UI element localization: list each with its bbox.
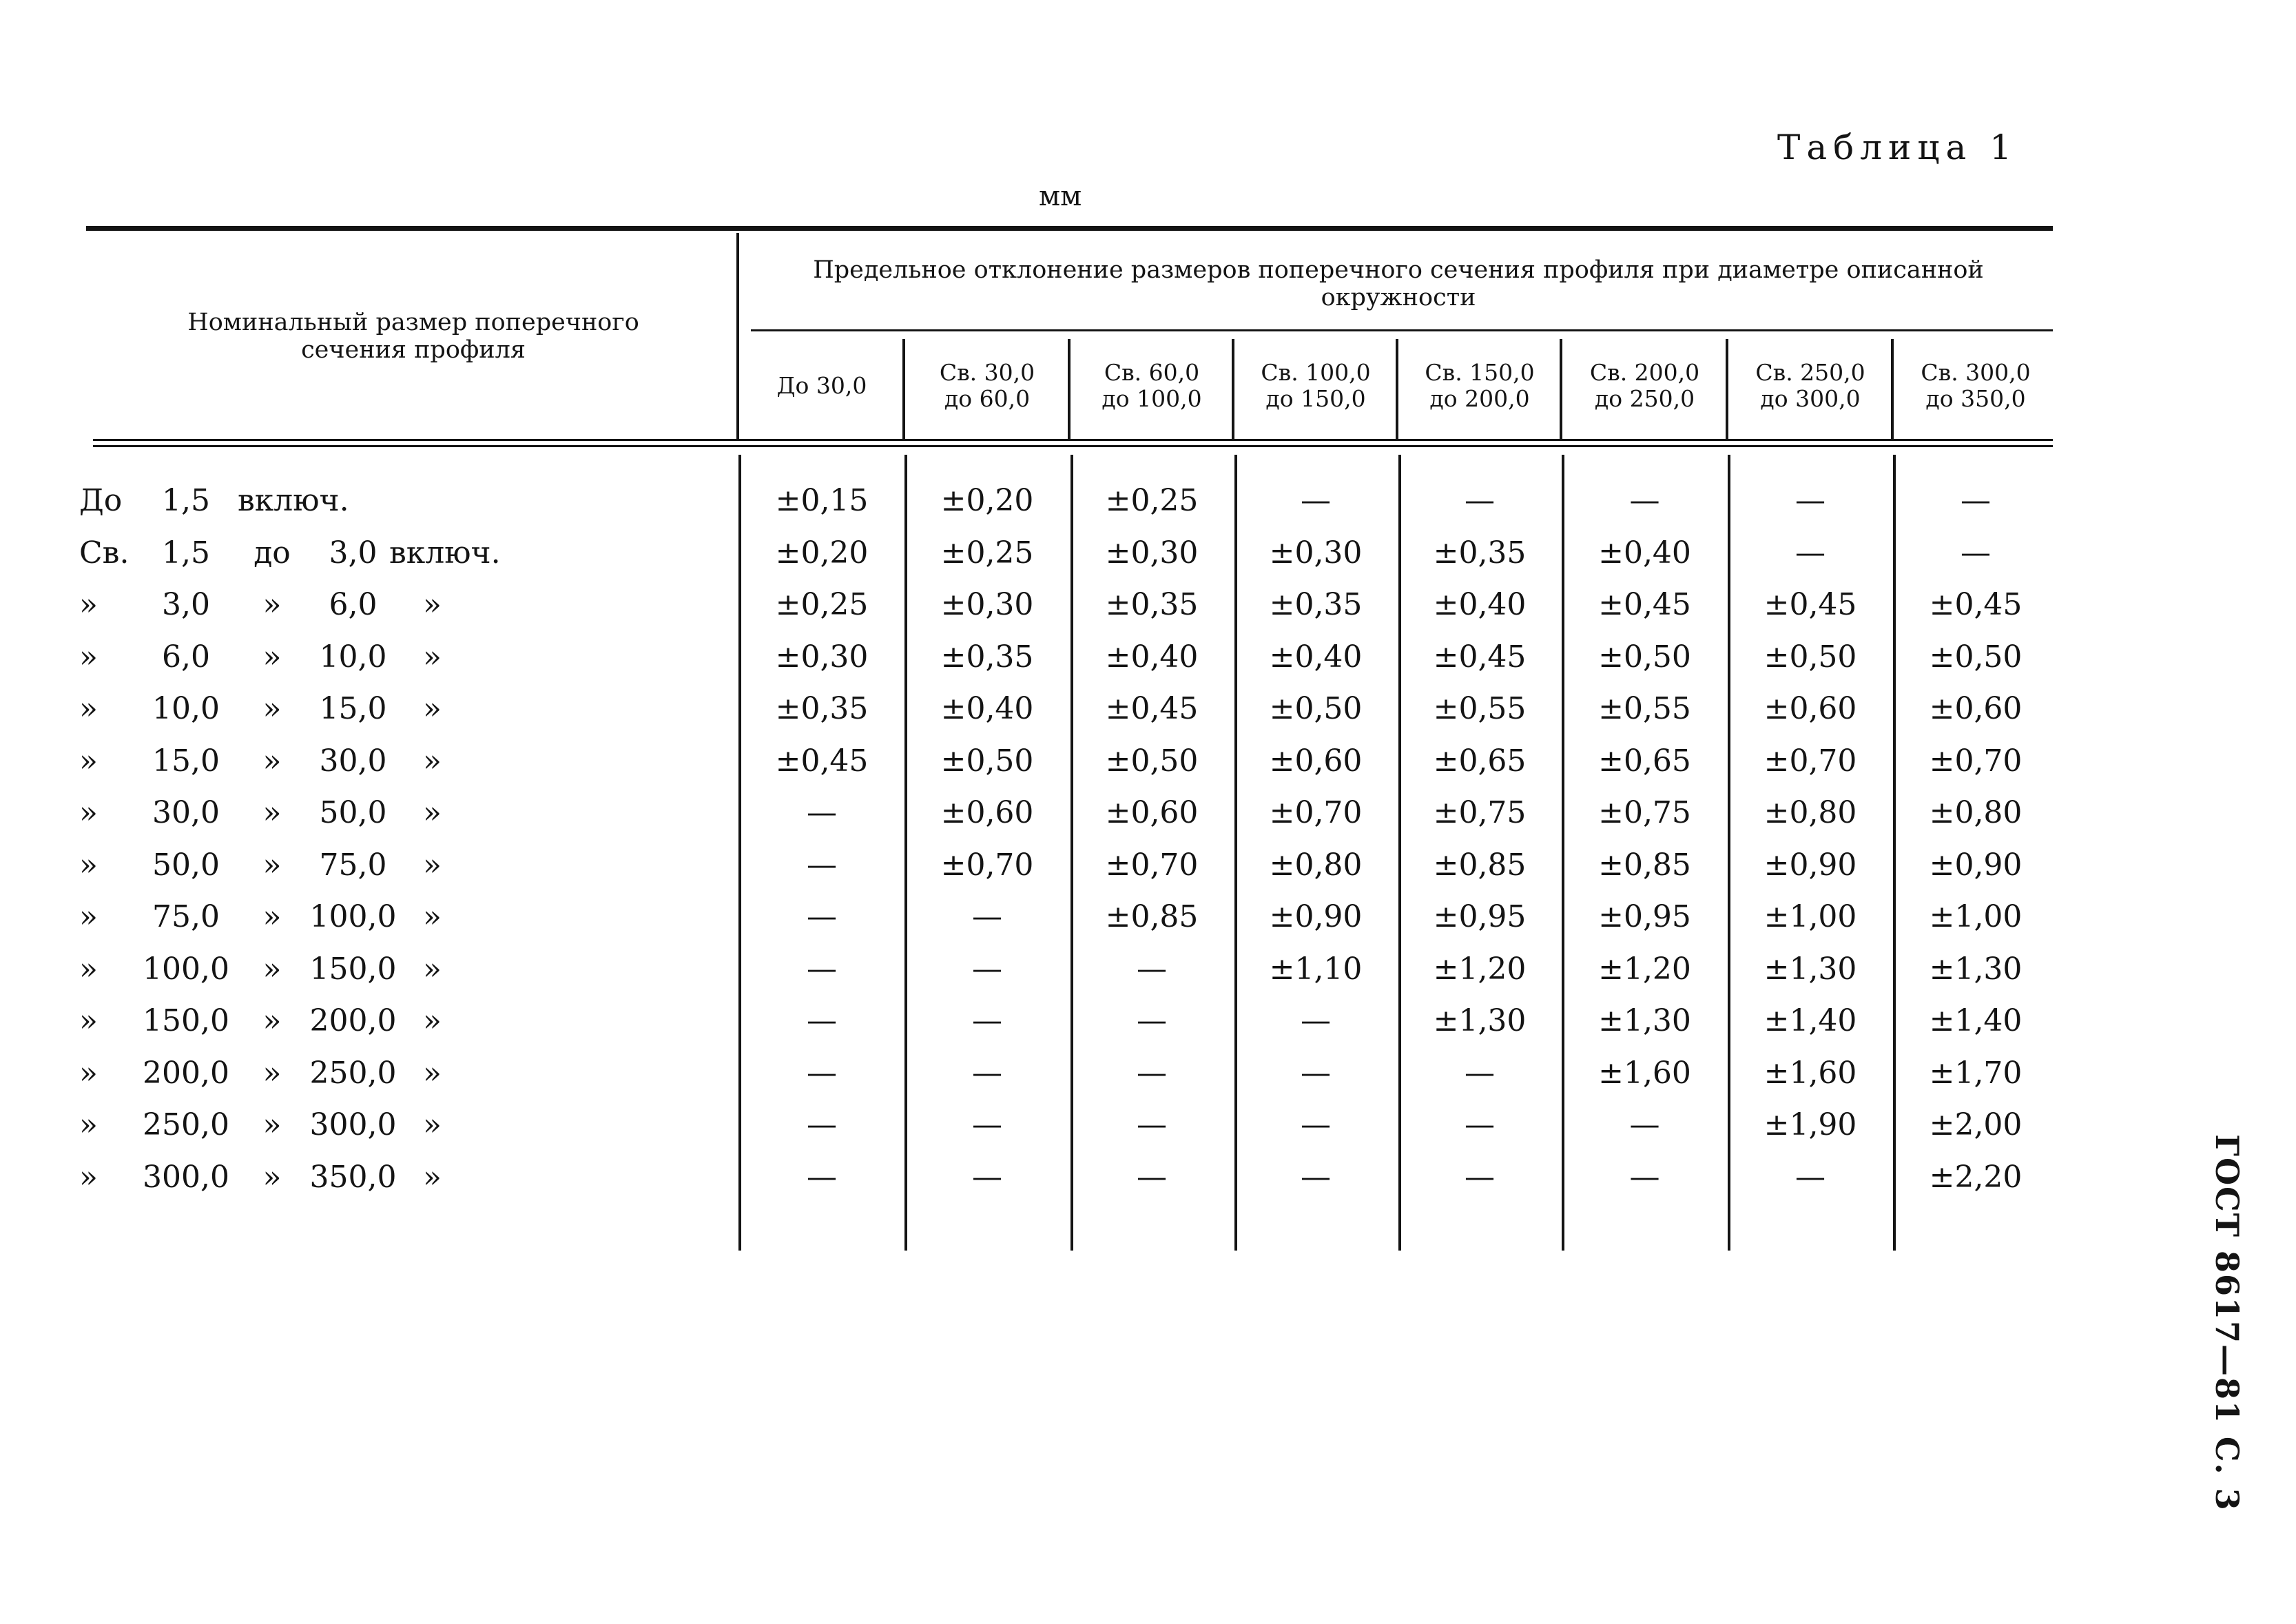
deviation-cell: ±0,90 xyxy=(1929,847,2023,883)
units-label: мм xyxy=(1039,181,1082,212)
nominal-size-part-c: » xyxy=(262,795,282,830)
deviation-cell: ±0,80 xyxy=(1269,847,1363,883)
gost-page-reference: ГОСТ 8617—81 С. 3 xyxy=(2209,1134,2246,1512)
nominal-size-part-b: 300,0 xyxy=(143,1159,229,1195)
deviation-cell: ±0,25 xyxy=(1105,483,1199,518)
deviation-cell: ±0,20 xyxy=(940,483,1034,518)
deviation-cell: ±0,20 xyxy=(775,535,869,571)
column-header-6 xyxy=(1564,341,1726,431)
deviation-cell: ±0,70 xyxy=(1929,743,2023,779)
column-header-line2: до 300,0 xyxy=(1760,385,1861,412)
nominal-size-part-a: » xyxy=(79,1003,98,1038)
nominal-size-part-a: » xyxy=(79,639,98,675)
table-vline-4 xyxy=(1396,339,1398,440)
deviation-cell: ±0,75 xyxy=(1598,795,1691,830)
nominal-size-part-b: 100,0 xyxy=(143,951,229,987)
deviation-cell: — xyxy=(972,1055,1002,1091)
deviation-cell: — xyxy=(1301,1003,1331,1038)
nominal-size-part-e: » xyxy=(423,847,442,883)
deviation-cell: ±0,35 xyxy=(1105,587,1199,622)
deviation-cell: — xyxy=(807,847,837,883)
nominal-size-part-a: До xyxy=(79,483,123,518)
group-header-rule xyxy=(751,329,2053,331)
deviation-cell: ±0,25 xyxy=(940,535,1034,571)
deviation-cell: — xyxy=(807,795,837,830)
nominal-size-part-b: 250,0 xyxy=(143,1107,229,1142)
table-row xyxy=(0,632,2067,683)
deviation-cell: — xyxy=(1795,483,1826,518)
deviation-cell: ±0,50 xyxy=(940,743,1034,779)
deviation-cell: ±0,85 xyxy=(1105,899,1199,934)
column-header-line1: До 30,0 xyxy=(776,372,867,399)
column-header-line1: Св. 60,0 xyxy=(1104,359,1200,386)
deviation-cell: — xyxy=(807,899,837,934)
nominal-size-part-b: 50,0 xyxy=(152,847,220,883)
deviation-cell: ±0,90 xyxy=(1269,899,1363,934)
deviation-cell: ±1,90 xyxy=(1764,1107,1857,1142)
deviation-cell: — xyxy=(1301,1159,1331,1195)
table-row xyxy=(0,1048,2067,1099)
nominal-size-part-b: 1,5 xyxy=(162,483,210,518)
table-row xyxy=(0,944,2067,995)
deviation-cell: ±0,35 xyxy=(775,691,869,726)
deviation-cell: ±0,60 xyxy=(1269,743,1363,779)
deviation-cell: — xyxy=(807,951,837,987)
nominal-size-part-e: » xyxy=(423,587,442,622)
nominal-size-part-d: 50,0 xyxy=(319,795,387,830)
nominal-size-part-c: » xyxy=(262,899,282,934)
column-header-2 xyxy=(907,341,1068,431)
deviation-cell: ±0,40 xyxy=(1433,587,1527,622)
nominal-size-part-a: » xyxy=(79,1055,98,1091)
deviation-cell: ±0,65 xyxy=(1433,743,1527,779)
table-row xyxy=(0,840,2067,891)
nominal-size-part-a: » xyxy=(79,691,98,726)
nominal-size-part-d: 300,0 xyxy=(309,1107,397,1142)
deviation-cell: ±1,00 xyxy=(1764,899,1857,934)
column-header-5 xyxy=(1400,341,1560,431)
nominal-size-part-c: » xyxy=(262,847,282,883)
deviation-cell: ±0,95 xyxy=(1433,899,1527,934)
column-header-7 xyxy=(1730,341,1891,431)
nominal-size-part-e: » xyxy=(423,1107,442,1142)
deviation-cell: — xyxy=(972,1003,1002,1038)
table-row xyxy=(0,996,2067,1047)
deviation-cell: ±0,35 xyxy=(1269,587,1363,622)
column-header-4 xyxy=(1236,341,1396,431)
table-row xyxy=(0,892,2067,943)
nominal-size-part-d: 75,0 xyxy=(319,847,387,883)
nominal-size-part-b: 10,0 xyxy=(152,691,220,726)
deviation-cell: — xyxy=(972,899,1002,934)
nominal-size-part-b: 15,0 xyxy=(152,743,220,779)
deviation-cell: ±0,70 xyxy=(1269,795,1363,830)
deviation-cell: ±0,45 xyxy=(1929,587,2023,622)
header-bottom-rule-2 xyxy=(93,445,2053,447)
deviation-cell: ±0,50 xyxy=(1269,691,1363,726)
deviation-cell: ±0,50 xyxy=(1598,639,1691,675)
deviation-cell: ±0,70 xyxy=(1764,743,1857,779)
nominal-size-part-e: » xyxy=(423,639,442,675)
nominal-size-part-e: » xyxy=(423,899,442,934)
deviation-cell: ±0,35 xyxy=(940,639,1034,675)
nominal-size-part-c: » xyxy=(262,951,282,987)
column-header-line1: Св. 200,0 xyxy=(1589,359,1700,386)
deviation-cell: ±0,85 xyxy=(1433,847,1527,883)
deviation-cell: — xyxy=(807,1055,837,1091)
nominal-size-part-e: » xyxy=(423,743,442,779)
deviation-cell: ±1,30 xyxy=(1433,1003,1527,1038)
nominal-size-part-c: » xyxy=(262,1055,282,1091)
column-header-3 xyxy=(1072,341,1232,431)
deviation-cell: ±0,50 xyxy=(1764,639,1857,675)
deviation-cell: — xyxy=(807,1107,837,1142)
deviation-cell: — xyxy=(1465,1055,1495,1091)
deviation-cell: — xyxy=(807,1159,837,1195)
nominal-size-part-e: » xyxy=(423,1003,442,1038)
nominal-size-part-c: включ. xyxy=(238,483,349,518)
nominal-size-part-c: » xyxy=(262,1159,282,1195)
nominal-size-part-d: 15,0 xyxy=(319,691,387,726)
nominal-size-part-c: » xyxy=(262,743,282,779)
deviation-cell: — xyxy=(1137,951,1167,987)
nominal-size-part-d: 3,0 xyxy=(329,535,378,571)
column-header-1 xyxy=(741,341,902,431)
table-row xyxy=(0,475,2067,526)
deviation-cell: — xyxy=(1961,483,1991,518)
deviation-cell: ±1,60 xyxy=(1598,1055,1691,1091)
nominal-size-part-c: » xyxy=(262,1107,282,1142)
table-row xyxy=(0,683,2067,734)
column-header-line2: до 150,0 xyxy=(1265,385,1366,412)
nominal-size-part-b: 150,0 xyxy=(143,1003,229,1038)
table-vline-3 xyxy=(1232,339,1234,440)
nominal-size-part-a: » xyxy=(79,795,98,830)
deviation-cell: ±0,65 xyxy=(1598,743,1691,779)
deviation-cell: ±0,60 xyxy=(1929,691,2023,726)
table-vline-2 xyxy=(1068,339,1071,440)
nominal-size-part-b: 30,0 xyxy=(152,795,220,830)
nominal-size-part-d: 30,0 xyxy=(319,743,387,779)
deviation-cell: ±0,30 xyxy=(1105,535,1199,571)
deviation-group-header: Предельное отклонение размеров поперечного сечения профиля при диаметре описанной окружности xyxy=(813,256,1984,311)
nominal-size-part-b: 6,0 xyxy=(162,639,210,675)
table-row xyxy=(0,736,2067,787)
deviation-cell: ±1,20 xyxy=(1598,951,1691,987)
nominal-size-part-e: включ. xyxy=(389,535,501,571)
nominal-size-part-d: 250,0 xyxy=(309,1055,397,1091)
deviation-cell: — xyxy=(1301,483,1331,518)
deviation-cell: ±0,95 xyxy=(1598,899,1691,934)
column-header-line1: Св. 300,0 xyxy=(1921,359,2031,386)
deviation-cell: ±1,30 xyxy=(1598,1003,1691,1038)
deviation-cell: ±1,20 xyxy=(1433,951,1527,987)
deviation-cell: ±0,45 xyxy=(1105,691,1199,726)
nominal-size-part-a: » xyxy=(79,1159,98,1195)
deviation-cell: ±0,35 xyxy=(1433,535,1527,571)
table-vline-5 xyxy=(1560,339,1562,440)
nominal-size-part-b: 200,0 xyxy=(143,1055,229,1091)
deviation-cell: — xyxy=(1137,1055,1167,1091)
deviation-cell: ±0,40 xyxy=(940,691,1034,726)
nominal-size-part-a: » xyxy=(79,951,98,987)
table-vline-6 xyxy=(1726,339,1728,440)
column-header-line1: Св. 150,0 xyxy=(1425,359,1535,386)
column-header-line2: до 60,0 xyxy=(944,385,1031,412)
deviation-cell: ±0,55 xyxy=(1433,691,1527,726)
deviation-cell: ±0,50 xyxy=(1929,639,2023,675)
deviation-cell: — xyxy=(1137,1107,1167,1142)
column-header-line1: Св. 250,0 xyxy=(1755,359,1865,386)
nominal-size-part-b: 3,0 xyxy=(162,587,210,622)
deviation-cell: ±0,45 xyxy=(775,743,869,779)
deviation-cell: ±0,55 xyxy=(1598,691,1691,726)
deviation-cell: ±0,80 xyxy=(1929,795,2023,830)
nominal-size-part-b: 1,5 xyxy=(162,535,210,571)
nominal-size-header: Номинальный размер поперечного сечения профиля xyxy=(187,309,639,364)
nominal-size-part-a: » xyxy=(79,743,98,779)
nominal-size-part-d: 6,0 xyxy=(329,587,378,622)
nominal-size-part-c: до xyxy=(254,535,291,571)
deviation-cell: ±1,00 xyxy=(1929,899,2023,934)
deviation-cell: — xyxy=(1465,1159,1495,1195)
table-caption: Таблица 1 xyxy=(1777,127,2018,167)
deviation-cell: ±2,00 xyxy=(1929,1107,2023,1142)
deviation-cell: ±0,45 xyxy=(1598,587,1691,622)
nominal-size-part-a: » xyxy=(79,1107,98,1142)
deviation-cell: — xyxy=(1629,483,1660,518)
deviation-cell: ±0,40 xyxy=(1269,639,1363,675)
deviation-cell: — xyxy=(1629,1159,1660,1195)
deviation-cell: — xyxy=(1301,1107,1331,1142)
deviation-cell: — xyxy=(1629,1107,1660,1142)
deviation-cell: ±1,10 xyxy=(1269,951,1363,987)
deviation-cell: ±0,60 xyxy=(1764,691,1857,726)
nominal-size-part-c: » xyxy=(262,639,282,675)
deviation-cell: ±0,60 xyxy=(1105,795,1199,830)
nominal-size-part-d: 100,0 xyxy=(309,899,397,934)
deviation-cell: — xyxy=(1795,1159,1826,1195)
table-row xyxy=(0,788,2067,839)
nominal-size-part-a: Св. xyxy=(79,535,130,571)
deviation-cell: ±0,80 xyxy=(1764,795,1857,830)
deviation-cell: ±1,40 xyxy=(1929,1003,2023,1038)
deviation-cell: — xyxy=(1465,1107,1495,1142)
nominal-size-part-a: » xyxy=(79,587,98,622)
deviation-cell: ±0,30 xyxy=(940,587,1034,622)
column-header-line2: до 250,0 xyxy=(1594,385,1695,412)
deviation-cell: ±1,40 xyxy=(1764,1003,1857,1038)
table-row xyxy=(0,579,2067,630)
nominal-size-part-b: 75,0 xyxy=(152,899,220,934)
deviation-cell: ±0,40 xyxy=(1105,639,1199,675)
deviation-cell: ±0,30 xyxy=(1269,535,1363,571)
deviation-cell: — xyxy=(972,1159,1002,1195)
column-header-8 xyxy=(1895,341,2056,431)
column-header-line1: Св. 100,0 xyxy=(1261,359,1371,386)
nominal-size-part-e: » xyxy=(423,1055,442,1091)
page-side-label xyxy=(2200,1134,2255,1512)
nominal-size-part-e: » xyxy=(423,795,442,830)
deviation-cell: ±0,60 xyxy=(940,795,1034,830)
deviation-cell: — xyxy=(1961,535,1991,571)
deviation-cell: ±0,25 xyxy=(775,587,869,622)
nominal-size-part-c: » xyxy=(262,691,282,726)
table-top-rule xyxy=(86,226,2053,231)
table-row xyxy=(0,1100,2067,1151)
table-vline-0 xyxy=(736,233,739,440)
deviation-cell: ±1,30 xyxy=(1764,951,1857,987)
deviation-cell: — xyxy=(972,951,1002,987)
column-header-line2: до 200,0 xyxy=(1429,385,1530,412)
deviation-cell: ±0,90 xyxy=(1764,847,1857,883)
table-vline-1 xyxy=(902,339,905,440)
deviation-cell: ±0,45 xyxy=(1433,639,1527,675)
deviation-cell: — xyxy=(1137,1003,1167,1038)
column-header-line2: до 100,0 xyxy=(1102,385,1202,412)
deviation-cell: — xyxy=(807,1003,837,1038)
deviation-cell: ±0,75 xyxy=(1433,795,1527,830)
nominal-size-part-a: » xyxy=(79,899,98,934)
column-header-line1: Св. 30,0 xyxy=(939,359,1035,386)
table-vline-7 xyxy=(1891,339,1894,440)
nominal-size-part-e: » xyxy=(423,1159,442,1195)
deviation-cell: ±1,30 xyxy=(1929,951,2023,987)
deviation-cell: ±0,70 xyxy=(1105,847,1199,883)
nominal-size-part-c: » xyxy=(262,1003,282,1038)
deviation-cell: ±2,20 xyxy=(1929,1159,2023,1195)
nominal-size-part-d: 200,0 xyxy=(309,1003,397,1038)
deviation-cell: ±0,15 xyxy=(775,483,869,518)
deviation-cell: ±0,30 xyxy=(775,639,869,675)
deviation-cell: — xyxy=(1795,535,1826,571)
deviation-cell: — xyxy=(1137,1159,1167,1195)
deviation-cell: — xyxy=(972,1107,1002,1142)
nominal-size-part-c: » xyxy=(262,587,282,622)
nominal-size-part-d: 10,0 xyxy=(319,639,387,675)
nominal-size-part-e: » xyxy=(423,951,442,987)
header-bottom-rule-1 xyxy=(93,439,2053,441)
deviation-cell: — xyxy=(1301,1055,1331,1091)
deviation-cell: ±0,40 xyxy=(1598,535,1691,571)
deviation-cell: ±0,85 xyxy=(1598,847,1691,883)
table-row xyxy=(0,1152,2067,1203)
table-row xyxy=(0,528,2067,579)
nominal-size-part-e: » xyxy=(423,691,442,726)
deviation-cell: ±0,50 xyxy=(1105,743,1199,779)
deviation-cell: ±0,45 xyxy=(1764,587,1857,622)
nominal-size-part-d: 150,0 xyxy=(309,951,397,987)
deviation-cell: ±1,60 xyxy=(1764,1055,1857,1091)
deviation-cell: ±1,70 xyxy=(1929,1055,2023,1091)
nominal-size-part-d: 350,0 xyxy=(309,1159,397,1195)
deviation-cell: — xyxy=(1465,483,1495,518)
deviation-cell: ±0,70 xyxy=(940,847,1034,883)
nominal-size-part-a: » xyxy=(79,847,98,883)
column-header-line2: до 350,0 xyxy=(1925,385,2026,412)
